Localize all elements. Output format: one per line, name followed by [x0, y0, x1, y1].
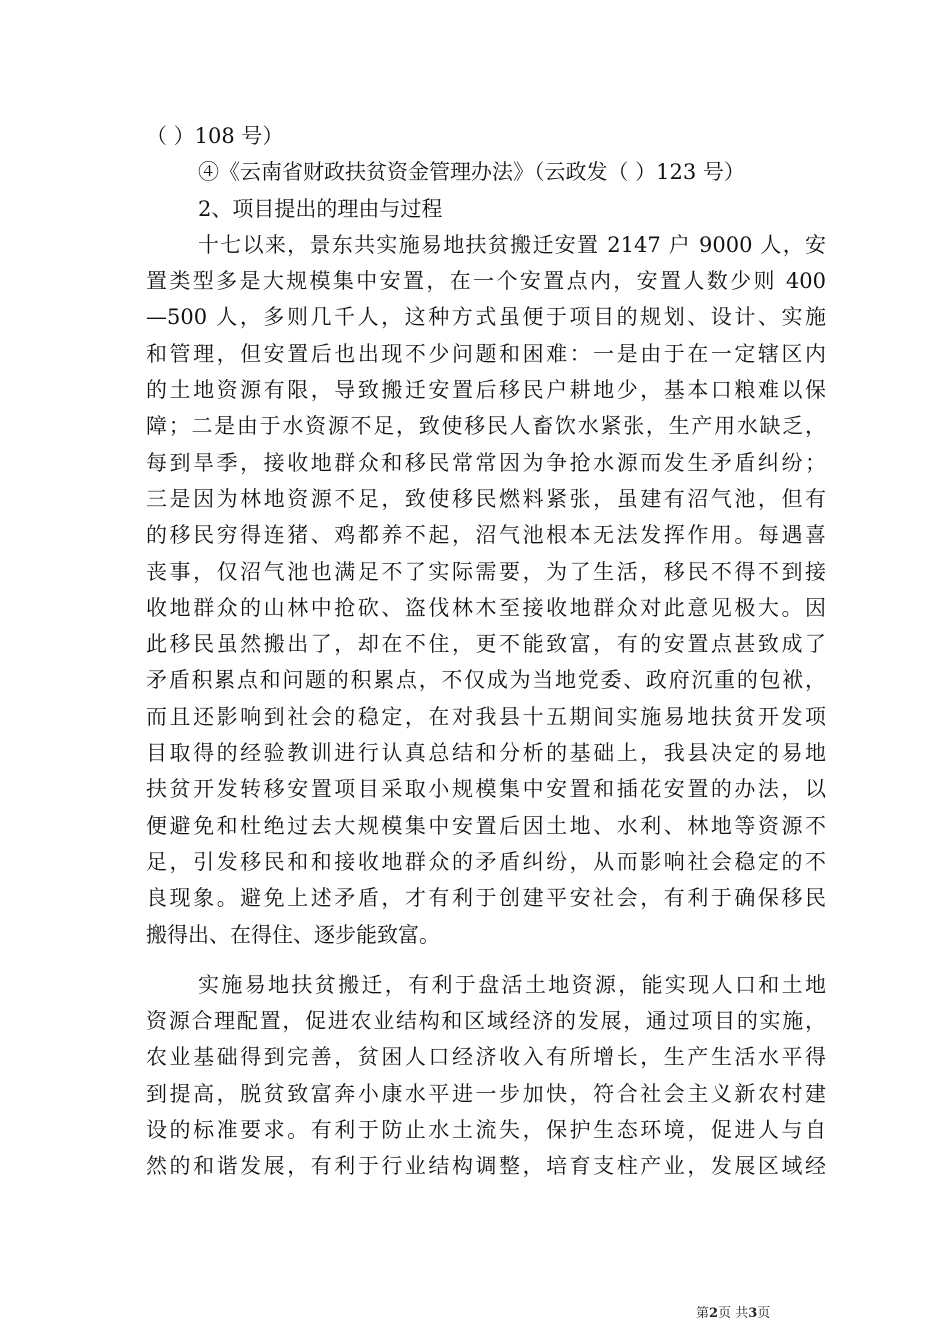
text-line: 而且还影响到社会的稳定，在对我县十五期间实施易地扶贫开发项 — [146, 704, 826, 729]
text-line: 然的和谐发展，有利于行业结构调整，培育支柱产业，发展区域经 — [146, 1154, 826, 1179]
text-line: 设的标准要求。有利于防止水土流失，保护生态环境，促进人与自 — [146, 1118, 826, 1143]
footer-middle: 页 共 — [718, 1306, 749, 1321]
text-line: —500 人，多则几千人，这种方式虽便于项目的规划、设计、实施 — [146, 305, 826, 330]
current-page-number: 2 — [709, 1306, 719, 1321]
paragraph-gap — [146, 953, 826, 967]
text-line: 置类型多是大规模集中安置，在一个安置点内，安置人数少则 400 — [146, 269, 826, 294]
text-line: 资源合理配置，促进农业结构和区域经济的发展，通过项目的实施， — [146, 1009, 826, 1034]
footer-prefix: 第 — [696, 1306, 710, 1321]
text-line: 搬得出、在得住、逐步能致富。 — [146, 922, 440, 947]
text-line: 的移民穷得连猪、鸡都养不起，沼气池根本无法发挥作用。每遇喜 — [146, 523, 826, 548]
text-line: ④《云南省财政扶贫资金管理办法》（云政发（ ）123 号） — [198, 160, 745, 185]
page-footer — [696, 1306, 770, 1322]
text-line: 2、项目提出的理由与过程 — [198, 196, 443, 221]
text-line: 丧事，仅沼气池也满足不了实际需要，为了生活，移民不得不到接 — [146, 559, 826, 584]
text-line: 目取得的经验教训进行认真总结和分析的基础上，我县决定的易地 — [146, 741, 826, 766]
text-line: 和管理，但安置后也出现不少问题和困难：一是由于在一定辖区内 — [146, 341, 826, 366]
text-line: 扶贫开发转移安置项目采取小规模集中安置和插花安置的办法，以 — [146, 777, 826, 802]
text-line: 到提高，脱贫致富奔小康水平进一步加快，符合社会主义新农村建 — [146, 1081, 826, 1106]
text-line: （ ）108 号） — [146, 124, 284, 148]
text-line: 足，引发移民和和接收地群众的矛盾纠纷，从而影响社会稳定的不 — [146, 849, 826, 874]
footer-suffix: 页 — [757, 1306, 771, 1321]
text-line: 此移民虽然搬出了，却在不住，更不能致富，有的安置点甚致成了 — [146, 632, 826, 657]
text-line: 收地群众的山林中抢砍、盗伐林木至接收地群众对此意见极大。因 — [146, 595, 826, 620]
text-line: 农业基础得到完善，贫困人口经济收入有所增长，生产生活水平得 — [146, 1045, 826, 1070]
text-line: 障；二是由于水资源不足，致使移民人畜饮水紧张，生产用水缺乏， — [146, 414, 826, 439]
text-line: 每到旱季，接收地群众和移民常常因为争抢水源而发生矛盾纠纷； — [146, 450, 826, 475]
text-line: 三是因为林地资源不足，致使移民燃料紧张，虽建有沼气池，但有 — [146, 486, 826, 511]
total-page-number: 3 — [748, 1306, 758, 1321]
text-line: 实施易地扶贫搬迁，有利于盘活土地资源，能实现人口和土地 — [198, 972, 826, 997]
text-line: 十七以来，景东共实施易地扶贫搬迁安置 2147 户 9000 人，安 — [198, 232, 826, 257]
text-line: 良现象。避免上述矛盾，才有利于创建平安社会，有利于确保移民 — [146, 886, 826, 911]
document-body — [146, 118, 826, 1185]
text-line: 的土地资源有限，导致搬迁安置后移民户耕地少，基本口粮难以保 — [146, 378, 826, 403]
text-line: 矛盾积累点和问题的积累点，不仅成为当地党委、政府沉重的包袱， — [146, 668, 826, 693]
text-line: 便避免和杜绝过去大规模集中安置后因土地、水利、林地等资源不 — [146, 813, 826, 838]
